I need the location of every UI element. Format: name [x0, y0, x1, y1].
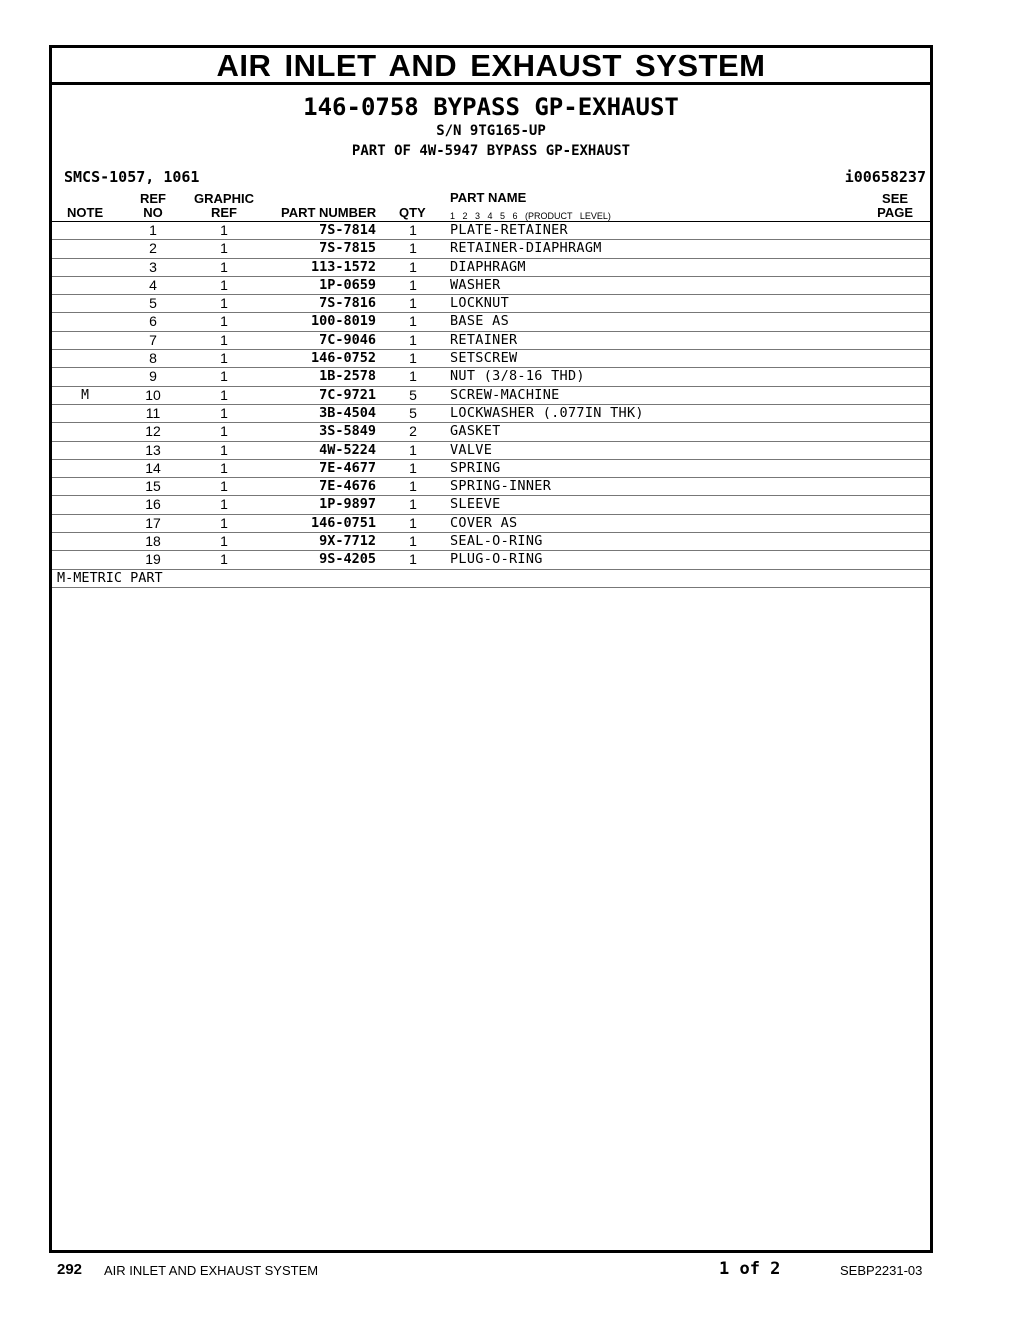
cell-part-number: 113-1572 — [310, 258, 376, 275]
cell-ref-no: 17 — [145, 514, 161, 531]
table-row — [52, 277, 930, 295]
cell-part-name: LOCKNUT — [450, 295, 509, 312]
cell-part-number: 7S-7815 — [319, 240, 376, 257]
table-header — [52, 189, 930, 222]
cell-graphic-ref: 1 — [220, 350, 228, 367]
illustration-id: i00658237 — [844, 168, 926, 186]
header-ref-no-line1: REF — [140, 191, 166, 206]
cell-qty: 1 — [409, 313, 417, 330]
cell-ref-no: 4 — [149, 276, 157, 293]
header-ref-no-line2: NO — [143, 205, 163, 220]
cell-qty: 1 — [409, 551, 417, 568]
cell-qty: 1 — [409, 459, 417, 476]
table-row — [52, 442, 930, 460]
document-number: SEBP2231-03 — [840, 1263, 923, 1278]
cell-part-name: SLEEVE — [450, 496, 501, 513]
parts-list-frame — [49, 45, 933, 1253]
header-product-levels: 1 2 3 4 5 6 (PRODUCT LEVEL) — [450, 211, 611, 221]
table-row — [52, 515, 930, 533]
cell-part-number: 100-8019 — [310, 313, 376, 330]
cell-qty: 1 — [409, 533, 417, 550]
cell-graphic-ref: 1 — [220, 514, 228, 531]
cell-graphic-ref: 1 — [220, 404, 228, 421]
cell-graphic-ref: 1 — [220, 331, 228, 348]
table-row — [52, 332, 930, 350]
header-see-page-line2: PAGE — [877, 205, 913, 220]
cell-ref-no: 3 — [149, 258, 157, 275]
cell-part-name: PLUG-O-RING — [450, 551, 543, 568]
table-row — [52, 405, 930, 423]
cell-part-name: LOCKWASHER (.077IN THK) — [450, 404, 644, 421]
page-of-count: 1 of 2 — [719, 1259, 781, 1279]
cell-ref-no: 19 — [145, 551, 161, 568]
cell-ref-no: 15 — [145, 478, 161, 495]
cell-part-number: 7S-7816 — [319, 295, 376, 312]
cell-part-name: NUT (3/8-16 THD) — [450, 368, 585, 385]
cell-graphic-ref: 1 — [220, 276, 228, 293]
table-row — [52, 551, 930, 569]
cell-ref-no: 10 — [145, 386, 161, 403]
smcs-code: SMCS-1057, 1061 — [64, 168, 200, 186]
cell-qty: 5 — [409, 404, 417, 421]
cell-ref-no: 1 — [149, 222, 157, 238]
cell-ref-no: 18 — [145, 533, 161, 550]
cell-ref-no: 5 — [149, 295, 157, 312]
cell-graphic-ref: 1 — [220, 551, 228, 568]
cell-qty: 1 — [409, 240, 417, 257]
cell-part-number: 146-0752 — [310, 350, 376, 367]
cell-qty: 1 — [409, 496, 417, 513]
cell-graphic-ref: 1 — [220, 423, 228, 440]
table-row — [52, 350, 930, 368]
table-row — [52, 222, 930, 240]
table-row — [52, 423, 930, 441]
cell-part-name: RETAINER-DIAPHRAGM — [450, 240, 602, 257]
footer-section-title: AIR INLET AND EXHAUST SYSTEM — [104, 1263, 319, 1278]
table-row — [52, 240, 930, 258]
cell-qty: 2 — [409, 423, 417, 440]
cell-ref-no: 12 — [145, 423, 161, 440]
cell-graphic-ref: 1 — [220, 459, 228, 476]
cell-graphic-ref: 1 — [220, 386, 228, 403]
header-see-page — [877, 192, 913, 220]
cell-part-number: 7S-7814 — [319, 222, 376, 238]
cell-qty: 1 — [409, 222, 417, 238]
part-of-line: PART OF 4W-5947 BYPASS GP-EXHAUST — [351, 143, 631, 159]
cell-part-number: 9S-4205 — [319, 551, 376, 568]
cell-part-name: SPRING-INNER — [450, 478, 552, 495]
cell-qty: 1 — [409, 441, 417, 458]
cell-part-number: 1P-0659 — [319, 276, 376, 293]
header-graphic-ref-line1: GRAPHIC — [194, 191, 254, 206]
cell-qty: 1 — [409, 368, 417, 385]
cell-ref-no: 8 — [149, 350, 157, 367]
header-note: NOTE — [67, 205, 104, 220]
cell-graphic-ref: 1 — [220, 441, 228, 458]
cell-part-number: 1P-9897 — [319, 496, 376, 513]
cell-ref-no: 9 — [149, 368, 157, 385]
table-row — [52, 313, 930, 331]
cell-part-name: SETSCREW — [450, 350, 518, 367]
cell-part-name: COVER AS — [450, 514, 518, 531]
cell-graphic-ref: 1 — [220, 222, 228, 238]
header-ref-no — [138, 192, 168, 220]
header-part-number: PART NUMBER — [281, 205, 377, 220]
cell-part-name: GASKET — [450, 423, 501, 440]
cell-part-number: 7E-4677 — [319, 459, 376, 476]
cell-graphic-ref: 1 — [220, 478, 228, 495]
cell-qty: 1 — [409, 331, 417, 348]
cell-part-name: SCREW-MACHINE — [450, 386, 560, 403]
header-qty: QTY — [399, 205, 426, 220]
system-title: AIR INLET AND EXHAUST SYSTEM — [52, 48, 930, 85]
cell-part-number: 146-0751 — [310, 514, 376, 531]
cell-part-name: SEAL-O-RING — [450, 533, 543, 550]
cell-qty: 1 — [409, 478, 417, 495]
cell-part-number: 3B-4504 — [319, 404, 376, 421]
page-footer — [0, 1259, 1020, 1283]
table-row — [52, 259, 930, 277]
cell-graphic-ref: 1 — [220, 533, 228, 550]
cell-part-number: 7C-9721 — [319, 386, 376, 403]
cell-part-number: 7E-4676 — [319, 478, 376, 495]
cell-graphic-ref: 1 — [220, 496, 228, 513]
header-part-name: PART NAME — [450, 190, 527, 205]
table-row — [52, 460, 930, 478]
cell-part-name: BASE AS — [450, 313, 509, 330]
cell-part-name: WASHER — [450, 276, 501, 293]
header-see-page-line1: SEE — [882, 191, 909, 206]
metric-footnote: M-METRIC PART — [52, 570, 930, 588]
cell-ref-no: 14 — [145, 459, 161, 476]
cell-part-number: 3S-5849 — [319, 423, 376, 440]
smcs-row — [52, 165, 930, 189]
table-row — [52, 295, 930, 313]
cell-graphic-ref: 1 — [220, 313, 228, 330]
cell-qty: 1 — [409, 350, 417, 367]
table-row — [52, 478, 930, 496]
cell-part-name: SPRING — [450, 459, 501, 476]
header-graphic-ref-line2: REF — [211, 205, 237, 220]
cell-graphic-ref: 1 — [220, 258, 228, 275]
header-graphic-ref — [193, 192, 255, 220]
page-number: 292 — [57, 1261, 83, 1278]
cell-qty: 1 — [409, 295, 417, 312]
cell-part-number: 1B-2578 — [319, 368, 376, 385]
cell-part-number: 9X-7712 — [319, 533, 376, 550]
parts-table-body — [52, 222, 930, 570]
cell-ref-no: 2 — [149, 240, 157, 257]
cell-qty: 1 — [409, 514, 417, 531]
cell-ref-no: 6 — [149, 313, 157, 330]
table-row — [52, 533, 930, 551]
serial-number: S/N 9TG165-UP — [436, 123, 546, 139]
cell-part-name: DIAPHRAGM — [450, 258, 526, 275]
table-row — [52, 496, 930, 514]
cell-graphic-ref: 1 — [220, 295, 228, 312]
cell-ref-no: 13 — [145, 441, 161, 458]
cell-ref-no: 7 — [149, 331, 157, 348]
cell-qty: 1 — [409, 276, 417, 293]
cell-part-number: 7C-9046 — [319, 331, 376, 348]
cell-note: M — [81, 387, 89, 403]
cell-part-name: RETAINER — [450, 331, 518, 348]
cell-ref-no: 16 — [145, 496, 161, 513]
cell-ref-no: 11 — [145, 404, 161, 421]
cell-qty: 1 — [409, 258, 417, 275]
cell-qty: 5 — [409, 386, 417, 403]
table-row — [52, 368, 930, 386]
table-row — [52, 387, 930, 405]
cell-part-name: VALVE — [450, 441, 493, 458]
cell-graphic-ref: 1 — [220, 240, 228, 257]
cell-graphic-ref: 1 — [220, 368, 228, 385]
cell-part-number: 4W-5224 — [319, 441, 376, 458]
group-title: 146-0758 BYPASS GP-EXHAUST — [303, 93, 679, 121]
cell-part-name: PLATE-RETAINER — [450, 222, 568, 238]
